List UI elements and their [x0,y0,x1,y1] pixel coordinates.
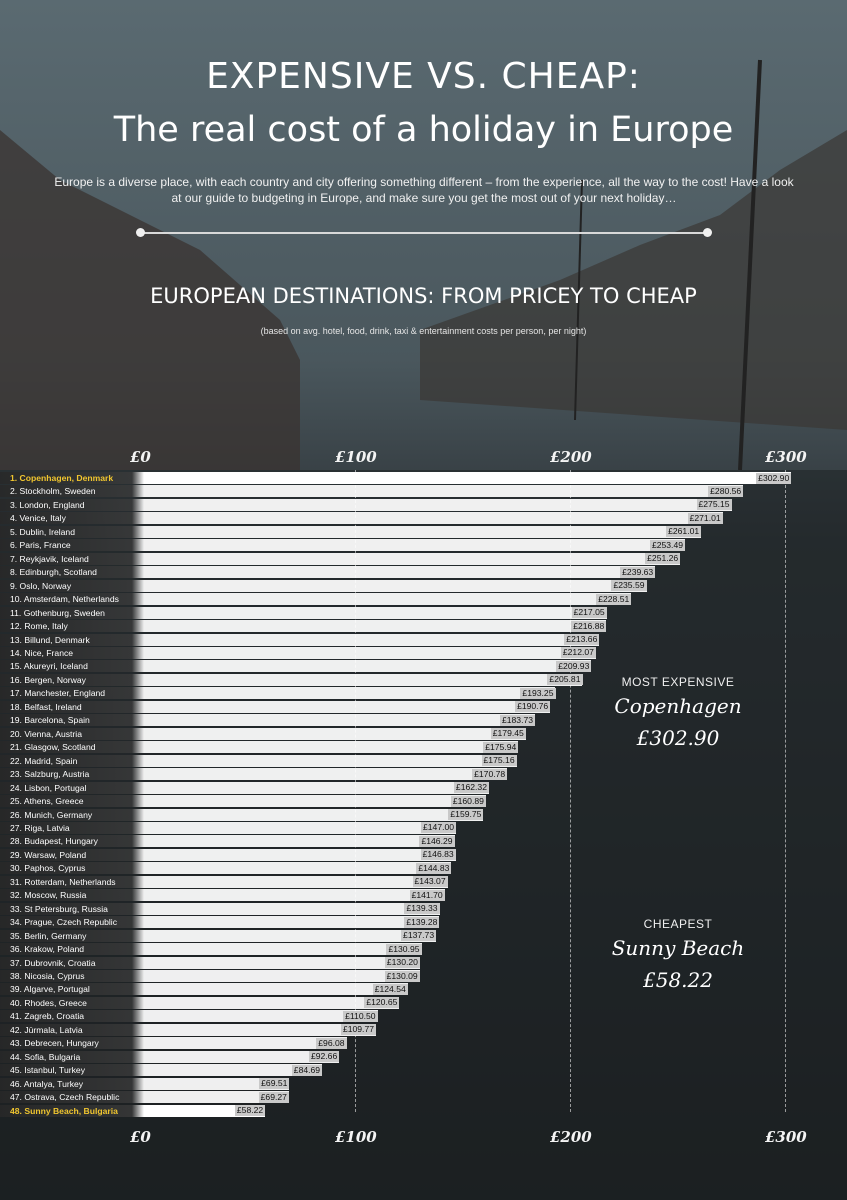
category-label: 19. Barcelona, Spain [10,715,90,726]
category-label: 48. Sunny Beach, Bulgaria [10,1105,118,1116]
value-label: £175.16 [483,755,515,766]
value-label: £69.27 [260,1091,287,1102]
gridline [785,470,786,1112]
x-tick-label-top: £200 [550,448,592,466]
category-label: 8. Edinburgh, Scotland [10,567,97,578]
category-label: 17. Manchester, England [10,688,106,699]
main-title: EXPENSIVE VS. CHEAP: [206,56,641,97]
value-label: £110.50 [345,1010,376,1021]
category-label: 32. Moscow, Russia [10,890,87,901]
value-label: £160.89 [452,795,484,806]
value-label: £159.75 [450,809,482,819]
value-label: £109.77 [342,1024,375,1035]
value-label: £170.78 [474,768,506,779]
x-tick-label-top: £0 [130,448,151,466]
category-label: 46. Antalya, Turkey [10,1078,84,1089]
category-label: 43. Debrecen, Hungary [10,1038,99,1049]
category-label: 30. Paphos, Cyprus [10,863,86,874]
category-label: 16. Bergen, Norway [10,674,86,685]
value-label: £179.45 [492,728,524,739]
value-label: £205.81 [549,674,581,685]
value-label: £235.59 [613,580,645,591]
bar [0,472,791,484]
value-label: £143.07 [414,876,446,887]
category-label: 37. Dubrovnik, Croatia [10,957,96,968]
bar [0,539,685,551]
category-label: 10. Amsterdam, Netherlands [10,594,119,605]
category-label: 34. Prague, Czech Republic [10,917,118,928]
category-label: 24. Lisbon, Portugal [10,782,87,793]
category-label: 31. Rotterdam, Netherlands [10,876,116,887]
x-tick-label-bottom: £300 [765,1128,807,1146]
value-label: £58.22 [236,1105,264,1116]
value-label: £120.65 [366,997,398,1008]
cheapest-heading: CHEAPEST [643,917,713,931]
value-label: £302.90 [758,472,790,483]
value-label: £130.20 [386,957,418,968]
category-label: 41. Zagreb, Croatia [10,1011,85,1022]
category-label: 25. Athens, Greece [10,796,84,807]
value-label: £162.32 [455,782,487,793]
category-label: 23. Salzburg, Austria [10,769,90,780]
category-label: 35. Berlin, Germany [10,930,87,941]
category-label: 40. Rhodes, Greece [10,997,87,1008]
category-label: 22. Madrid, Spain [10,755,78,766]
bar [0,526,701,538]
category-label: 44. Sofia, Bulgaria [10,1051,81,1062]
value-label: £275.15 [698,499,730,510]
value-label: £213.66 [566,634,598,645]
value-label: £137.73 [403,930,435,941]
category-label: 28. Budapest, Hungary [10,836,98,847]
bar [0,580,647,592]
category-label: 13. Billund, Denmark [10,634,90,645]
category-label: 4. Venice, Italy [10,513,66,524]
value-label: £130.95 [388,943,420,954]
x-tick-label-bottom: £100 [335,1128,377,1146]
category-label: 14. Nice, France [10,647,74,658]
value-label: £190.76 [517,701,549,712]
value-label: £69.51 [261,1078,288,1089]
value-label: £139.33 [406,903,438,914]
bar [0,660,591,672]
value-label: £271.01 [689,512,721,523]
category-label: 29. Warsaw, Poland [10,849,87,860]
value-label: £253.49 [651,539,684,550]
category-label: 5. Dublin, Ireland [10,526,75,537]
category-label: 15. Akureyri, Iceland [10,661,88,672]
bar [0,620,606,632]
value-label: £251.26 [647,553,679,564]
value-label: £92.66 [310,1051,338,1062]
bar [0,755,517,767]
value-label: £193.25 [522,687,554,698]
category-label: 2. Stockholm, Sweden [10,486,96,497]
chart-title: EUROPEAN DESTINATIONS: FROM PRICEY TO CHEAP [150,284,697,308]
value-label: £175.94 [485,741,517,752]
value-label: £183.73 [501,714,534,725]
bar [0,499,732,511]
bar [0,647,596,659]
value-label: £212.07 [562,647,594,658]
most-expensive-city: Copenhagen [614,694,742,718]
category-label: 12. Rome, Italy [10,621,68,632]
x-tick-label-bottom: £200 [550,1128,592,1146]
category-label: 6. Paris, France [10,540,71,551]
category-label: 42. Jūrmala, Latvia [10,1024,83,1035]
most-expensive-value: £302.90 [636,726,720,750]
value-label: £139.28 [406,916,438,927]
bar [0,701,550,713]
value-label: £217.05 [573,607,605,618]
cheapest-city: Sunny Beach [611,936,745,960]
title-divider [140,232,708,234]
category-label: 47. Ostrava, Czech Republic [10,1092,120,1103]
most-expensive-heading: MOST EXPENSIVE [621,675,735,689]
bar [0,553,680,565]
value-label: £261.01 [668,526,700,537]
category-label: 33. St Petersburg, Russia [10,903,108,914]
value-label: £124.54 [374,983,406,994]
category-label: 26. Munich, Germany [10,809,93,820]
bar [0,566,655,578]
category-label: 21. Glasgow, Scotland [10,742,96,753]
bar [0,485,743,497]
category-label: 18. Belfast, Ireland [10,701,82,712]
category-label: 45. Istanbul, Turkey [10,1065,85,1076]
x-tick-label-top: £100 [335,448,377,466]
category-label: 1. Copenhagen, Denmark [10,473,114,483]
divider-dot-left [136,228,145,237]
value-label: £146.83 [422,849,454,860]
category-label: 20. Vienna, Austria [10,728,82,739]
value-label: £146.29 [421,835,453,846]
value-label: £239.63 [622,566,654,577]
x-tick-label-top: £300 [765,448,807,466]
category-label: 9. Oslo, Norway [10,580,72,591]
cheapest-value: £58.22 [643,968,713,992]
value-label: £228.51 [598,593,630,604]
value-label: £216.88 [573,620,605,631]
intro-text: Europe is a diverse place, with each country and city offering something different – from the experience, all the way to the cost! Have a look at our guide to budgeting in Europe, and make sure you get the most out of your next holiday… [54,175,794,205]
value-label: £280.56 [710,485,742,496]
divider-dot-right [703,228,712,237]
bar [0,512,723,524]
category-label: 7. Reykjavik, Iceland [10,553,89,564]
value-label: £84.69 [293,1064,321,1075]
main-subtitle: The real cost of a holiday in Europe [113,110,734,150]
x-tick-label-bottom: £0 [130,1128,151,1146]
value-label: £96.08 [318,1037,345,1048]
value-label: £147.00 [422,822,455,833]
bar [0,674,582,686]
category-label: 3. London, England [10,499,85,510]
value-label: £209.93 [558,660,590,671]
category-label: 27. Riga, Latvia [10,822,70,833]
category-label: 38. Nicosia, Cyprus [10,971,85,982]
value-label: £144.83 [418,862,450,873]
value-label: £130.09 [386,970,418,981]
chart-note: (based on avg. hotel, food, drink, taxi & entertainment costs per person, per night) [260,326,587,336]
category-label: 11. Gothenburg, Sweden [10,607,105,618]
category-label: 39. Algarve, Portugal [10,984,90,995]
category-label: 36. Krakow, Poland [10,944,85,955]
value-label: £141.70 [411,889,443,900]
